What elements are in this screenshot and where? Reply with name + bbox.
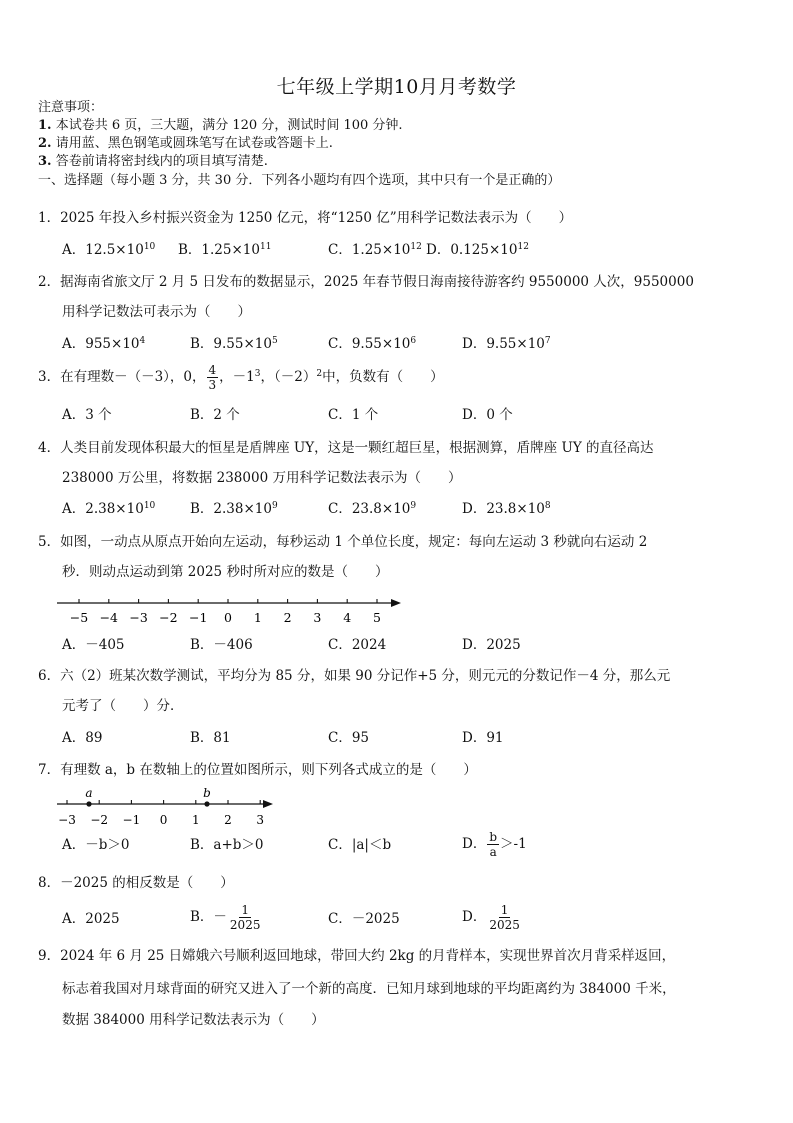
tick-label: −1	[122, 813, 141, 827]
tick-label: 3	[256, 813, 265, 827]
tick-label: 1	[253, 610, 262, 625]
section-heading: 一、选择题（每小题 3 分，共 30 分．下列各小题均有四个选项，其中只有一个是正确的）	[38, 173, 561, 188]
q8-option-c: C．－2025	[328, 911, 400, 927]
tick-label: −1	[188, 610, 208, 625]
q5-option-c: C．2024	[328, 637, 387, 653]
q3-option-c: C．1 个	[328, 407, 379, 423]
q7-option-b: B．a+b＞0	[190, 837, 264, 853]
tick-label: 5	[373, 610, 381, 625]
question-2-stem-cont: 用科学记数法可表示为（ ）	[62, 304, 251, 320]
tick-label: 4	[343, 610, 352, 625]
point-b	[204, 801, 209, 806]
question-5-stem-cont: 秒．则动点运动到第 2025 秒时所对应的数是（ ）	[62, 564, 389, 580]
notice-item-1: 1. 本试卷共 6 页，三大题，满分 120 分，测试时间 100 分钟.	[38, 118, 403, 133]
q3-option-d: D．0 个	[462, 407, 513, 423]
q2-option-b: B．$9.55\times 10^5$	[190, 336, 278, 352]
q5-option-a: A．－405	[62, 637, 125, 653]
arrow-right-icon	[391, 599, 401, 607]
q7-number-line	[55, 784, 280, 830]
tick-label: 2	[283, 610, 292, 625]
question-6-stem-cont: 元考了（ ）分．	[62, 698, 184, 714]
tick-label: −5	[69, 610, 89, 625]
tick-label: −3	[129, 610, 148, 625]
notice-item-3: 3. 答卷前请将密封线内的项目填写清楚.	[38, 154, 268, 169]
q6-option-b: B．81	[190, 730, 231, 746]
question-2-stem: 2．据海南省旅文厅 2 月 5 日发布的数据显示，2025 年春节假日海南接待游客约 9550000 人次，9550000	[38, 274, 694, 290]
question-5-stem: 5．如图，一动点从原点开始向左运动，每秒运动 1 个单位长度，规定：每向左运动 3 秒就向右运动 2	[38, 534, 648, 550]
tick-label: −2	[90, 813, 109, 827]
q8-option-b: B．－ $\frac{1}{2025}$	[190, 903, 261, 932]
arrow-right-icon	[263, 800, 273, 808]
q1-option-d: D．$0.125\times 10^{12}$	[426, 242, 529, 258]
tick-label: −4	[99, 610, 119, 625]
q1-option-b: B．$1.25\times 10^{11}$	[178, 242, 272, 258]
fraction-4-3: $\frac{4}{3}$	[208, 363, 217, 392]
q7-option-a: A．－b＞0	[62, 837, 130, 853]
q6-option-d: D．91	[462, 730, 504, 746]
q6-option-c: C．95	[328, 730, 370, 746]
label-a: a	[85, 786, 93, 800]
q3-option-a: A．3 个	[62, 407, 112, 423]
q2-option-d: D．$9.55\times 10^7$	[462, 336, 551, 352]
q3-option-b: B．2 个	[190, 407, 240, 423]
label-b: b	[203, 786, 211, 800]
question-7-stem: 7．有理数 a，b 在数轴上的位置如图所示，则下列各式成立的是（ ）	[38, 762, 477, 778]
q6-option-a: A．89	[62, 730, 103, 746]
tick-label: −3	[58, 813, 76, 827]
question-9-stem-cont2: 数据 384000 用科学记数法表示为（ ）	[62, 1012, 325, 1028]
question-9-stem-cont: 标志着我国对月球背面的研究又进入了一个新的高度．已知月球到地球的平均距离约为 384000 千米，	[62, 981, 676, 997]
notice-item-2: 2. 请用蓝、黑色钢笔或圆珠笔写在试卷或答题卡上.	[38, 136, 333, 151]
question-9-stem: 9．2024 年 6 月 25 日嫦娥六号顺利返回地球，带回大约 2kg 的月背样本，实现世界首次月背采样返回，	[38, 948, 676, 964]
q7-option-c: C．|a|＜b	[328, 837, 392, 853]
page-title: 七年级上学期10月月考数学	[276, 76, 517, 98]
tick-label: 0	[159, 813, 168, 827]
q2-option-c: C．$9.55\times 10^6$	[328, 336, 417, 352]
tick-label: 0	[224, 610, 232, 625]
notice-heading: 注意事项：	[38, 100, 104, 115]
question-1-stem: 1．2025 年投入乡村振兴资金为 1250 亿元，将“1250 亿”用科学记数法表示为（ ）	[38, 210, 573, 226]
q4-option-a: A．$2.38\times 10^{10}$	[62, 501, 156, 517]
question-4-stem-cont: 238000 万公里，将数据 238000 万用科学记数法表示为（ ）	[62, 470, 462, 486]
question-8-stem: 8．－2025 的相反数是（ ）	[38, 875, 234, 891]
q7-option-d: D． $\frac{b}{a}$ ＞-1	[462, 830, 527, 859]
q4-option-d: D．$23.8\times 10^8$	[462, 501, 551, 517]
tick-label: −2	[159, 610, 178, 625]
question-6-stem: 6．六（2）班某次数学测试，平均分为 85 分，如果 90 分记作+5 分，则元元的分数记作－4 分，那么元	[38, 668, 671, 684]
q5-option-b: B．－406	[190, 637, 253, 653]
point-a	[86, 801, 91, 806]
q8-option-a: A．2025	[62, 911, 120, 927]
q1-option-a: A．$12.5\times 10^{10}$	[62, 242, 156, 258]
q4-option-c: C．$23.8\times 10^9$	[328, 501, 417, 517]
tick-label: 2	[224, 813, 232, 827]
question-4-stem: 4．人类目前发现体积最大的恒星是盾牌座 UY，这是一颗红超巨星，根据测算，盾牌座 UY 的直径高达	[38, 440, 654, 456]
q2-option-a: A．$955\times 10^4$	[62, 336, 146, 352]
q1-option-c: C．$1.25\times 10^{12}$	[328, 242, 422, 258]
question-3-stem: 3．在有理数－（－3），0， $\frac{4}{3}$ ，$-1^3$，$(-2)^2$中，负数有（ ）	[38, 363, 444, 392]
tick-label: 3	[313, 610, 322, 625]
q8-option-d: D． $\frac{1}{2025}$	[462, 903, 520, 932]
q5-number-line	[55, 592, 405, 628]
q4-option-b: B．$2.38\times 10^9$	[190, 501, 278, 517]
tick-label: 1	[191, 813, 200, 827]
q5-option-d: D．2025	[462, 637, 521, 653]
